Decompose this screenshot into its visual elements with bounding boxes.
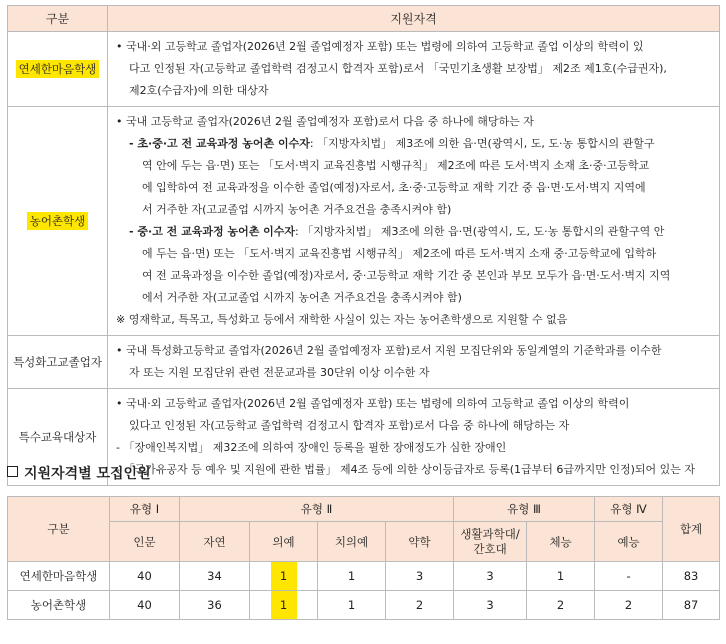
cell-total: 87 [663, 591, 720, 620]
eligibility-line: 에서 거주한 자(고교졸업 시까지 농어촌 거주요건을 충족시켜야 함) [142, 291, 462, 304]
quota-total-header: 합계 [663, 497, 720, 562]
cell-value: 2 [527, 591, 595, 620]
cell-value: 34 [180, 562, 250, 591]
row-label: 연세한마음학생 [8, 562, 110, 591]
eligibility-line: 있다고 인정된 자(고등학교 졸업학력 검정고시 합격자 포함)로서 다음 중 하나에 해당하는 자 [129, 419, 570, 432]
cell-total: 83 [663, 562, 720, 591]
square-bullet-icon [7, 466, 18, 477]
category-hanmaum: 연세한마음학생 [16, 60, 100, 78]
cell-value: 3 [386, 562, 454, 591]
quota-corner: 구분 [8, 497, 110, 562]
category-vocational: 특성화고교졸업자 [8, 336, 108, 389]
eligibility-line: 여 전 교육과정을 이수한 졸업(예정)자로서, 중·고등학교 재학 기간 중 본인과 부모 모두가 읍·면·도서·벽지 지역 [142, 269, 671, 282]
row-label: 농어촌학생 [8, 591, 110, 620]
quota-group-row [8, 497, 720, 522]
cell-value: 3 [454, 562, 527, 591]
cell-value: 2 [595, 591, 663, 620]
table-row [8, 591, 720, 620]
cell-value: 36 [180, 591, 250, 620]
cell-value: - [595, 562, 663, 591]
rural-track-1-text: : 「지방자치법」 제3조에 의한 읍·면(광역시, 도, 도·농 통합시의 관할구 [309, 137, 655, 150]
eligibility-line: 제2호(수급자)에 의한 대상자 [129, 84, 269, 97]
eligibility-line: 에 두는 읍·면) 또는 「도서·벽지 교육진흥법 시행규칙」 제2조에 따른 도서·벽지 소재 중·고등학교에 입학하 [142, 247, 657, 260]
rural-track-2-text: : 「지방자치법」 제3조에 의한 읍·면(광역시, 도, 도·농 통합시의 관할구역 안 [295, 225, 665, 238]
cell-value: 2 [386, 591, 454, 620]
subhead-pharmacy: 약학 [386, 522, 454, 562]
eligibility-table [7, 5, 720, 486]
group-type-4: 유형 Ⅳ [595, 497, 663, 522]
cell-value-highlighted: 1 [271, 591, 297, 619]
cell-value: 40 [110, 591, 180, 620]
eligibility-line: - 「국가유공자 등 예우 및 지원에 관한 법률」 제4조 등에 의한 상이등급자로 등록(1급부터 6급까지만 인정)되어 있는 자 [116, 463, 696, 476]
subhead-arts: 예능 [595, 522, 663, 562]
eligibility-line: • 국내·외 고등학교 졸업자(2026년 2월 졸업예정자 포함) 또는 법령에 의하여 고등학교 졸업 이상의 학력이 있 [116, 40, 644, 53]
quota-table [7, 496, 720, 620]
cell-value: 1 [318, 562, 386, 591]
cell-value: 3 [454, 591, 527, 620]
rural-track-1-title: - 초·중·고 전 교육과정 농어촌 이수자 [129, 137, 310, 150]
eligibility-line [116, 133, 711, 155]
group-type-2: 유형 Ⅱ [180, 497, 454, 522]
header-eligibility: 지원자격 [108, 6, 720, 32]
group-type-3: 유형 Ⅲ [454, 497, 595, 522]
rural-track-2-title: - 중·고 전 교육과정 농어촌 이수자 [129, 225, 296, 238]
subhead-athletics: 체능 [527, 522, 595, 562]
cell-value: 40 [110, 562, 180, 591]
section-title: 지원자격별 모집인원 [24, 466, 151, 482]
table-row [8, 562, 720, 591]
subhead-dentistry: 치의예 [318, 522, 386, 562]
eligibility-line: 에 입학하여 전 교육과정을 이수한 졸업(예정)자로서, 초·중·고등학교 재학 기간 중 읍·면·도서·벽지 지역에 [142, 181, 646, 194]
cell-value: 1 [318, 591, 386, 620]
eligibility-line: 서 거주한 자(고교졸업 시까지 농어촌 거주요건을 충족시켜야 함) [142, 203, 452, 216]
eligibility-line: • 국내·외 고등학교 졸업자(2026년 2월 졸업예정자 포함) 또는 법령에 의하여 고등학교 졸업 이상의 학력이 [116, 397, 630, 410]
subhead-medicine: 의예 [250, 522, 318, 562]
category-special-ed: 특수교육대상자 [8, 389, 108, 486]
cell-value: 1 [527, 562, 595, 591]
section-heading [7, 463, 151, 483]
subhead-lifesci-nursing: 생활과학대/ 간호대 [454, 522, 527, 562]
eligibility-line: - 「장애인복지법」 제32조에 의하여 장애인 등록을 필한 장애정도가 심한 장애인 [116, 441, 507, 454]
group-type-1: 유형 Ⅰ [110, 497, 180, 522]
eligibility-note: ※ 영재학교, 특목고, 특성화고 등에서 재학한 사실이 있는 자는 농어촌학생으로 지원할 수 없음 [116, 313, 568, 326]
quota-subhead-row [8, 522, 720, 562]
eligibility-row-rural [8, 107, 720, 336]
header-category: 구분 [8, 6, 108, 32]
eligibility-line: 역 안에 두는 읍·면) 또는 「도서·벽지 교육진흥법 시행규칙」 제2조에 따른 도서·벽지 소재 초·중·고등학교 [142, 159, 650, 172]
eligibility-line: • 국내 특성화고등학교 졸업자(2026년 2월 졸업예정자 포함)로서 지원 모집단위와 동일계열의 기준학과를 이수한 [116, 344, 662, 357]
category-rural: 농어촌학생 [27, 212, 89, 230]
eligibility-row-vocational [8, 336, 720, 389]
eligibility-line [116, 221, 711, 243]
eligibility-row-hanmaum [8, 32, 720, 107]
cell-value-highlighted: 1 [271, 562, 297, 590]
eligibility-line: 자 또는 지원 모집단위 관련 전문교과를 30단위 이상 이수한 자 [129, 366, 430, 379]
eligibility-line: • 국내 고등학교 졸업자(2026년 2월 졸업예정자 포함)로서 다음 중 하나에 해당하는 자 [116, 115, 534, 128]
subhead-natural: 자연 [180, 522, 250, 562]
subhead-humanities: 인문 [110, 522, 180, 562]
eligibility-line: 다고 인정된 자(고등학교 졸업학력 검정고시 합격자 포함)로서 「국민기초생활 보장법」 제2조 제1호(수급권자), [129, 62, 667, 75]
eligibility-header-row [8, 6, 720, 32]
